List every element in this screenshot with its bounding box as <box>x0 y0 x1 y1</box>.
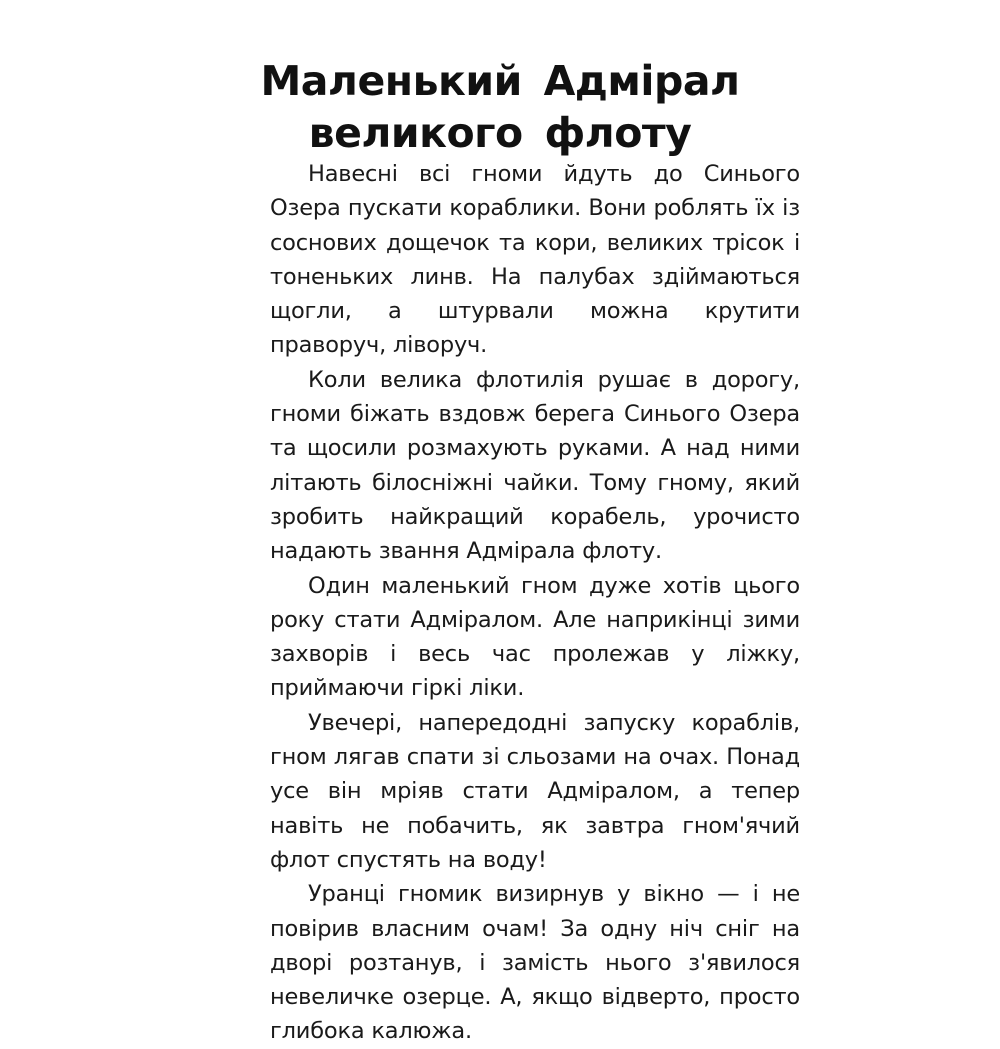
story-text <box>270 157 800 1049</box>
paragraph-1: Навесні всі гноми йдуть до Синього Озера пускати кораблики. Вони роблять їх із соснових дощечок та кори, великих трісок і тоненьких линв. На палубах здіймаються щогли, а штурвали можна крутити праворуч, ліворуч. <box>270 161 800 359</box>
title-line-2: великого флоту <box>308 109 692 157</box>
paragraph-3: Один маленький гном дуже хотів цього року стати Адміралом. Але наприкінці зими захворів і весь час пролежав у ліжку, приймаючи гіркі ліки. <box>270 572 800 702</box>
paragraph-4: Увечері, напередодні запуску кораблів, гном лягав спати зі сльозами на очах. Понад усе він мріяв стати Адміралом, а тепер навіть не побачить, як завтра гном'ячий флот спустять на воду! <box>270 709 800 873</box>
page-title <box>0 55 1000 159</box>
paragraph-2: Коли велика флотилія рушає в дорогу, гноми біжать вздовж берега Синього Озера та щосили розмахують руками. А над ними літають білосніжні чайки. Тому гному, який зробить найкращий корабель, урочисто надають звання Адмірала флоту. <box>270 366 800 565</box>
paragraph-5: Уранці гномик визирнув у вікно — і не повірив власним очам! За одну ніч сніг на дворі розтанув, і замість нього з'явилося невеличке озерце. А, якщо відверто, просто глибока калюжа. <box>270 881 800 1045</box>
title-line-1: Маленький Адмірал <box>260 57 740 105</box>
